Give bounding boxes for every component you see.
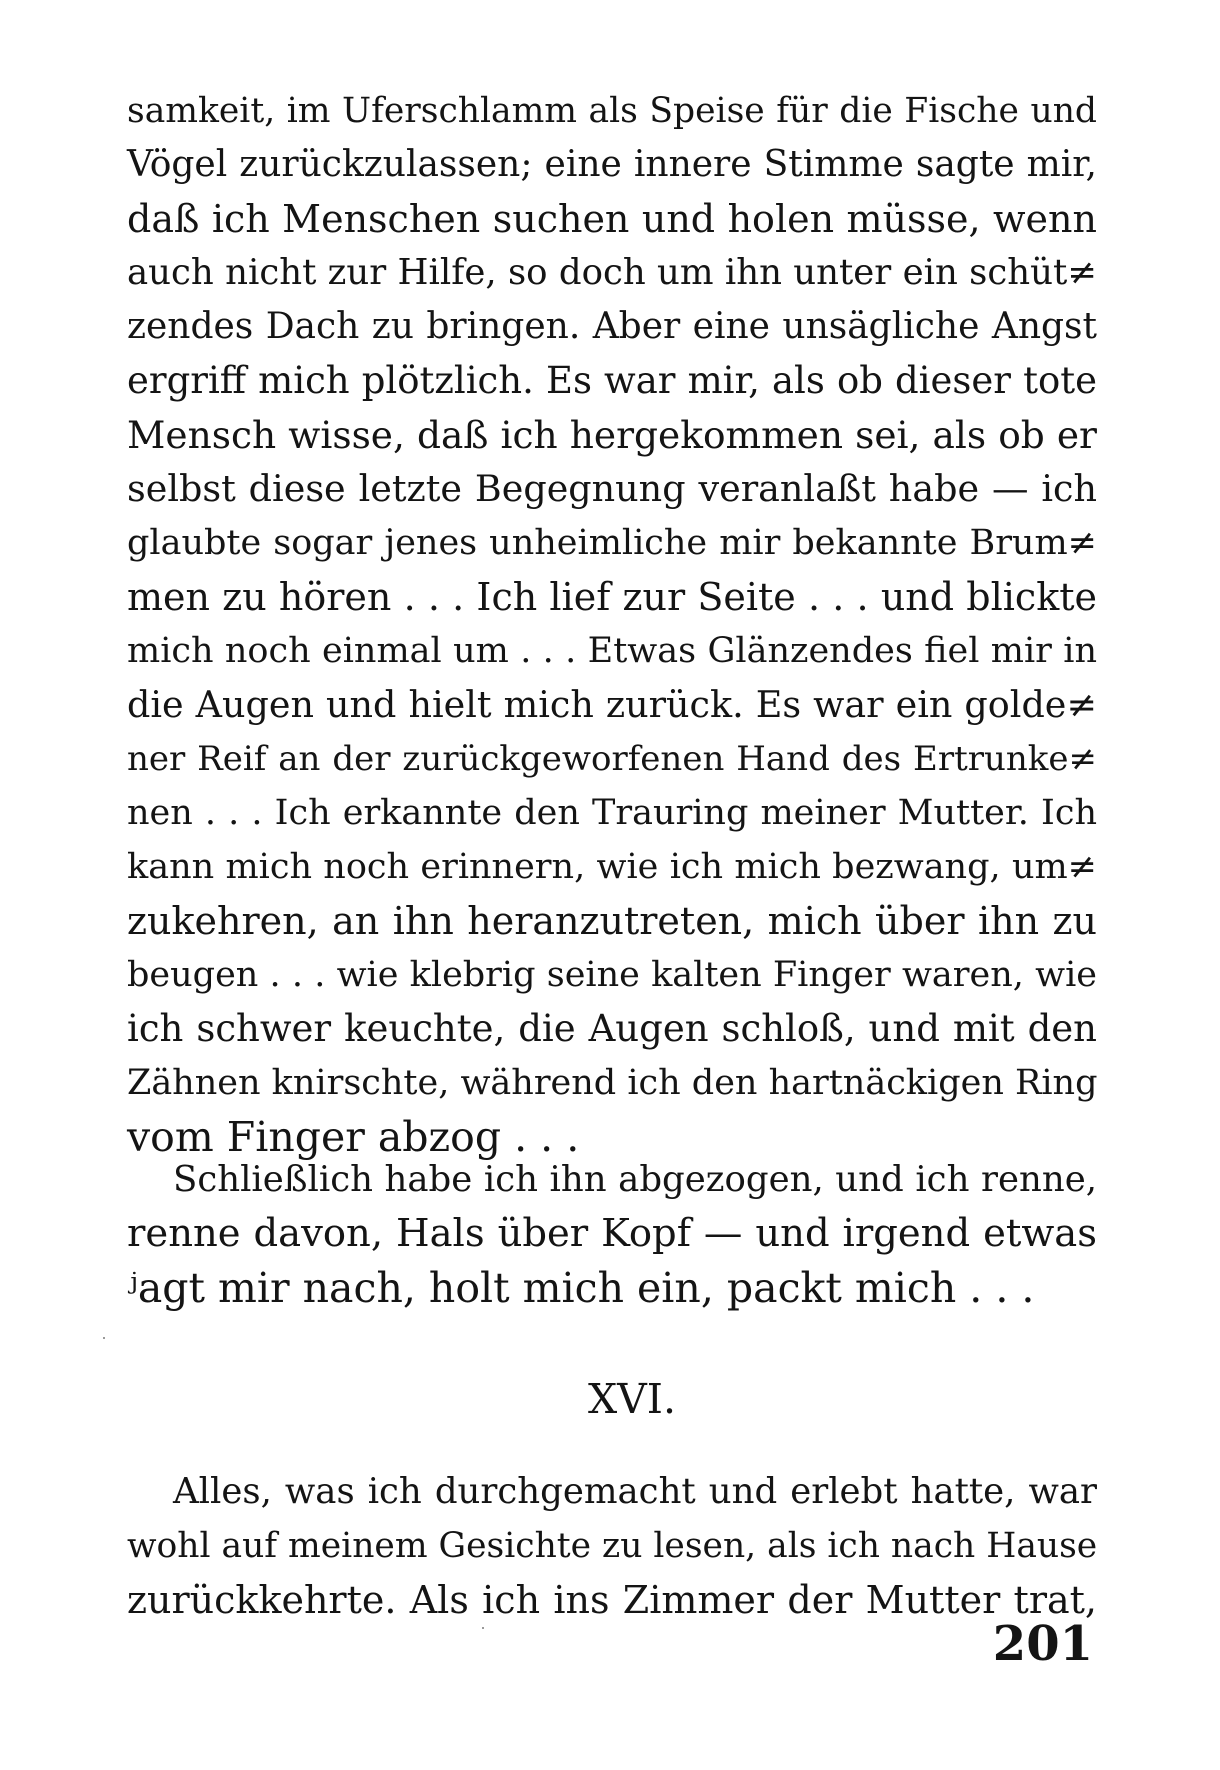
text-line: zendes Dach zu bringen. Aber eine unsägliche Angst <box>127 306 1097 347</box>
text-line: kann mich noch erinnern, wie ich mich bezwang, um≠ <box>127 847 1097 887</box>
text-line: mich noch einmal um . . . Etwas Glänzendes fiel mir in <box>127 631 1097 671</box>
chapter-paragraph <box>127 1465 1097 1627</box>
text-line: Mensch wisse, daß ich hergekommen sei, als ob er <box>127 413 1097 457</box>
text-line: men zu hören . . . Ich lief zur Seite . . . und blickte <box>127 575 1097 619</box>
text-line: auch nicht zur Hilfe, so doch um ihn unter ein schüt≠ <box>127 252 1097 293</box>
text-line: die Augen und hielt mich zurück. Es war ein golde≠ <box>127 683 1097 726</box>
text-line: daß ich Menschen suchen und holen müsse, wenn <box>127 197 1097 241</box>
chapter-heading: XVI. <box>587 1375 677 1423</box>
text-line: ner Reif an der zurückgeworfenen Hand des Ertrunke≠ <box>127 739 1097 779</box>
text-line: ich schwer keuchte, die Augen schloß, und mit den <box>127 1007 1097 1050</box>
text-line: wohl auf meinem Gesichte zu lesen, als ich nach Hause <box>127 1526 1098 1566</box>
print-speck <box>103 1337 105 1339</box>
text-line: glaubte sogar jenes unheimliche mir bekannte Brum≠ <box>127 523 1097 563</box>
text-line: Zähnen knirschte, während ich den hartnäckigen Ring <box>127 1063 1098 1103</box>
text-line: zukehren, an ihn heranzutreten, mich über ihn zu <box>127 899 1097 943</box>
text-line: Schließlich habe ich ihn abgezogen, und ich renne, <box>173 1159 1097 1200</box>
text-line: vom Finger abzog . . . <box>127 1113 580 1161</box>
text-line: ʲagt mir nach, holt mich ein, packt mich . . . <box>127 1264 1035 1312</box>
text-line: samkeit, im Uferschlamm als Speise für die Fische und <box>127 91 1097 131</box>
text-line: Vögel zurückzulassen; eine innere Stimme sagte mir, <box>127 144 1097 185</box>
page-number: 201 <box>992 1616 1093 1672</box>
text-line: Alles, was ich durchgemacht und erlebt hatte, war <box>173 1471 1097 1512</box>
text-line: nen . . . Ich erkannte den Trauring meiner Mutter. Ich <box>127 793 1097 833</box>
text-line: beugen . . . wie klebrig seine kalten Finger waren, wie <box>127 955 1097 995</box>
paragraph-continued <box>127 84 1097 1164</box>
print-speck <box>482 1627 484 1629</box>
text-line: renne davon, Hals über Kopf — und irgend etwas <box>127 1211 1097 1256</box>
text-line: selbst diese letzte Begegnung veranlaßt habe — ich <box>127 467 1097 510</box>
paragraph <box>127 1153 1097 1315</box>
text-line: zurückkehrte. Als ich ins Zimmer der Mutter trat, <box>127 1578 1097 1622</box>
text-line: ergriff mich plötzlich. Es war mir, als ob dieser tote <box>127 359 1097 402</box>
